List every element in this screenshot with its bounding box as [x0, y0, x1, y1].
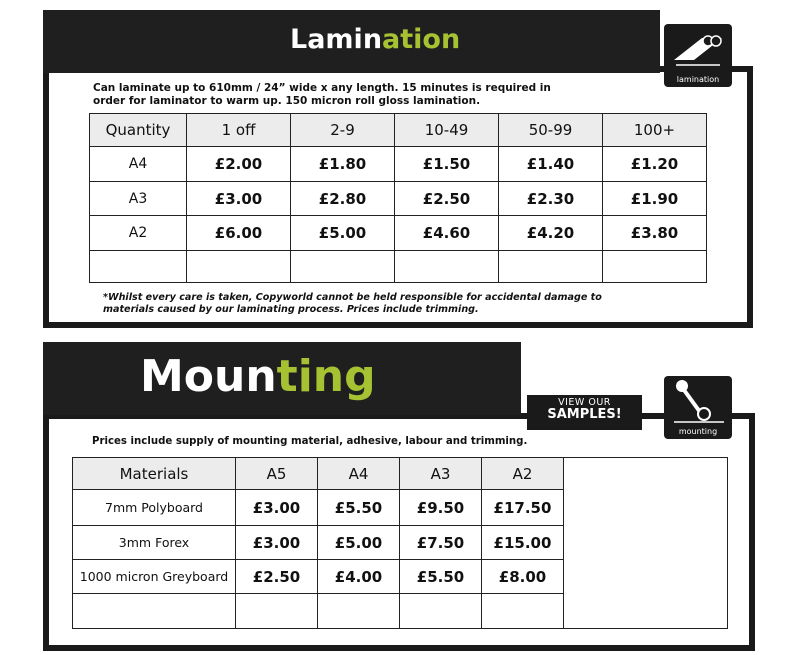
lamination-icon-label: lamination	[676, 75, 720, 84]
table-row	[90, 182, 707, 216]
price-cell: £3.00	[236, 490, 318, 526]
row-label: A2	[90, 216, 187, 251]
empty-row	[90, 251, 707, 283]
view-samples-button[interactable]	[527, 395, 642, 430]
price-cell: £8.00	[482, 560, 564, 594]
price-cell: £4.20	[499, 216, 603, 251]
col-header-materials: Materials	[73, 458, 236, 490]
mounting-roller-icon	[664, 376, 732, 428]
samples-badge-line1: VIEW OUR	[558, 397, 611, 408]
row-label: 3mm Forex	[73, 526, 236, 560]
lamination-header-row	[90, 114, 707, 147]
price-cell: £1.90	[603, 182, 707, 216]
lamination-header	[43, 10, 660, 73]
price-cell: £1.80	[291, 147, 395, 182]
lamination-icon	[664, 24, 732, 87]
col-header-quantity: Quantity	[90, 114, 187, 147]
lamination-intro: Can laminate up to 610mm / 24” wide x any length. 15 minutes is required in order for laminator to warm up. 150 micron roll gloss lamination.	[93, 82, 551, 107]
price-cell: £1.40	[499, 147, 603, 182]
price-cell: £15.00	[482, 526, 564, 560]
price-cell: £1.20	[603, 147, 707, 182]
mounting-price-table	[72, 457, 728, 629]
price-cell: £4.60	[395, 216, 499, 251]
row-label: A4	[90, 147, 187, 182]
price-cell: £5.50	[400, 560, 482, 594]
price-cell: £9.50	[400, 490, 482, 526]
price-cell: £2.50	[395, 182, 499, 216]
price-cell: £2.50	[236, 560, 318, 594]
price-cell: £3.00	[187, 182, 291, 216]
table-row	[90, 216, 707, 251]
col-header-50-99: 50-99	[499, 114, 603, 147]
samples-badge-line2: SAMPLES!	[547, 407, 622, 422]
price-cell: £5.50	[318, 490, 400, 526]
price-cell: £7.50	[400, 526, 482, 560]
row-label: 1000 micron Greyboard	[73, 560, 236, 594]
samples-image-area	[564, 458, 728, 629]
price-cell: £5.00	[291, 216, 395, 251]
col-header-1-off: 1 off	[187, 114, 291, 147]
price-cell: £3.00	[236, 526, 318, 560]
laminator-roller-icon	[664, 24, 732, 74]
col-header-a4: A4	[318, 458, 400, 490]
price-cell: £4.00	[318, 560, 400, 594]
table-row	[90, 147, 707, 182]
mounting-header-row	[73, 458, 728, 490]
price-cell: £5.00	[318, 526, 400, 560]
col-header-a2: A2	[482, 458, 564, 490]
price-cell: £6.00	[187, 216, 291, 251]
lamination-price-table	[89, 113, 707, 283]
lamination-footnote: *Whilst every care is taken, Copyworld cannot be held responsible for accidental damage to materials caused by our laminating process. Prices include trimming.	[103, 292, 602, 315]
price-cell: £2.80	[291, 182, 395, 216]
price-cell: £17.50	[482, 490, 564, 526]
mounting-icon	[664, 376, 732, 439]
mounting-icon-label: mounting	[678, 427, 718, 436]
price-cell: £3.80	[603, 216, 707, 251]
col-header-100-plus: 100+	[603, 114, 707, 147]
mounting-intro: Prices include supply of mounting material, adhesive, labour and trimming.	[92, 436, 528, 447]
col-header-10-49: 10-49	[395, 114, 499, 147]
price-cell: £2.30	[499, 182, 603, 216]
mounting-title: Mounting	[140, 351, 376, 402]
row-label: 7mm Polyboard	[73, 490, 236, 526]
col-header-a3: A3	[400, 458, 482, 490]
col-header-2-9: 2-9	[291, 114, 395, 147]
row-label: A3	[90, 182, 187, 216]
price-cell: £2.00	[187, 147, 291, 182]
mounting-header	[43, 342, 521, 415]
lamination-title: Lamination	[290, 24, 461, 55]
col-header-a5: A5	[236, 458, 318, 490]
price-cell: £1.50	[395, 147, 499, 182]
